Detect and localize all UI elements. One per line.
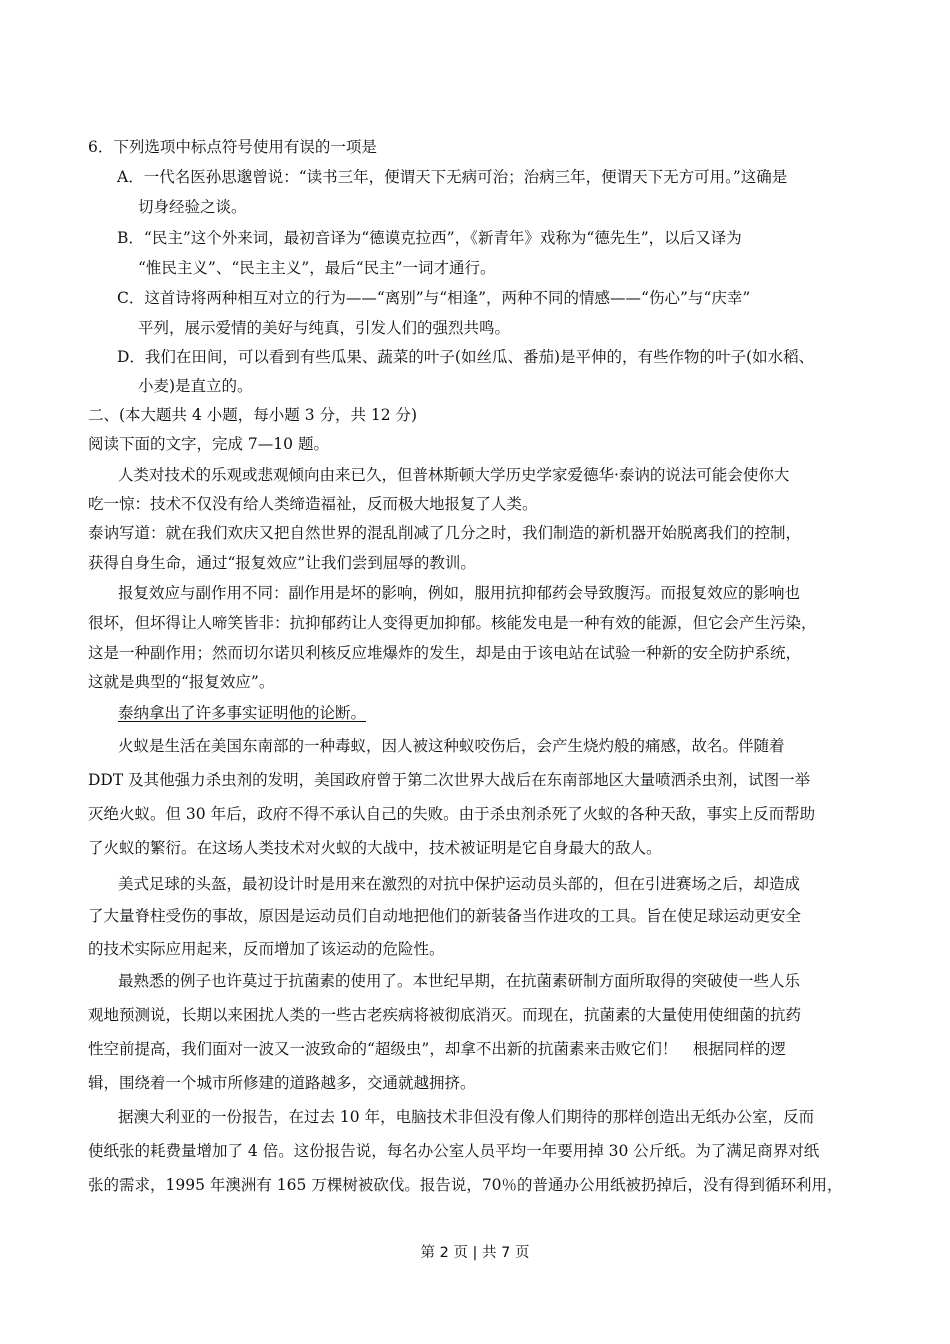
passage-p4-underlined-sentence: 泰纳拿出了许多事实证明他的论断。 (118, 704, 367, 722)
question-6-option-a-line2: 切身经验之谈。 (138, 198, 247, 216)
section-2-instruction: 阅读下面的文字，完成 7—10 题。 (88, 435, 329, 453)
passage-p5-line1: 火蚁是生活在美国东南部的一种毒蚁，因人被这种蚁咬伤后，会产生烧灼般的痛感，故名。伴随着 (118, 737, 785, 755)
question-6-option-a-line1: A．一代名医孙思邈曾说：“读书三年，便谓天下无病可治；治病三年，便谓天下无方可用。”这确是 (117, 168, 788, 186)
passage-p7-line1: 最熟悉的例子也许莫过于抗菌素的使用了。本世纪早期，在抗菌素研制方面所取得的突破使一些人乐 (118, 972, 801, 990)
passage-p5-line2: DDT 及其他强力杀虫剂的发明，美国政府曾于第二次世界大战后在东南部地区大量喷洒杀虫剂，试图一举 (88, 771, 811, 789)
passage-p3-line3: 这是一种副作用；然而切尔诺贝利核反应堆爆炸的发生，却是由于该电站在试验一种新的安全防护系统， (88, 644, 802, 662)
passage-p7-line2: 观地预测说，长期以来困扰人类的一些古老疾病将被彻底消灭。而现在，抗菌素的大量使用使细菌的抗药 (88, 1006, 802, 1024)
passage-p3-line1: 报复效应与副作用不同：副作用是坏的影响，例如，服用抗抑郁药会导致腹泻。而报复效应的影响也 (118, 584, 801, 602)
passage-p7-line3: 性空前提高，我们面对一波又一波致命的“超级虫”，却拿不出新的抗菌素来击败它们！ 根据同样的逻 (88, 1040, 786, 1058)
passage-p6-line3: 的技术实际应用起来，反而增加了该运动的危险性。 (88, 940, 445, 958)
passage-p3-line4: 这就是典型的“报复效应”。 (88, 673, 275, 691)
passage-p1-line1: 人类对技术的乐观或悲观倾向由来已久，但普林斯顿大学历史学家爱德华·泰讷的说法可能会使你大 (118, 466, 790, 484)
passage-p8-line3: 张的需求，1995 年澳洲有 165 万棵树被砍伐。报告说，70％的普通办公用纸被扔掉后，没有得到循环利用， (88, 1176, 843, 1194)
question-6-stem: 6．下列选项中标点符号使用有误的一项是 (88, 138, 377, 156)
passage-p1-line2: 吃一惊：技术不仅没有给人类缔造福祉，反而极大地报复了人类。 (88, 495, 538, 513)
passage-p7-line4: 辑，围绕着一个城市所修建的道路越多，交通就越拥挤。 (88, 1074, 476, 1092)
page-footer: 第 2 页 | 共 7 页 (420, 1245, 530, 1261)
passage-p5-line3: 灭绝火蚁。但 30 年后，政府不得不承认自己的失败。由于杀虫剂杀死了火蚁的各种天敌，事实上反而帮助 (88, 805, 816, 823)
section-2-heading: 二、(本大题共 4 小题，每小题 3 分，共 12 分) (88, 406, 418, 424)
passage-p8-line2: 使纸张的耗费量增加了 4 倍。这份报告说，每名办公室人员平均一年要用掉 30 公斤纸。为了满足商界对纸 (88, 1142, 820, 1160)
passage-p3-line2: 很坏，但坏得让人啼笑皆非：抗抑郁药让人变得更加抑郁。核能发电是一种有效的能源，但它会产生污染， (88, 614, 817, 632)
passage-p6-line2: 了大量脊柱受伤的事故，原因是运动员们自动地把他们的新装备当作进攻的工具。旨在使足球运动更安全 (88, 907, 802, 925)
question-6-option-b-line1: B．“民主”这个外来词，最初音译为“德谟克拉西”，《新青年》戏称为“德先生”，以后又译为 (117, 229, 742, 247)
passage-p2-line1: 泰讷写道：就在我们欢庆又把自然世界的混乱削减了几分之时，我们制造的新机器开始脱离我们的控制， (88, 524, 802, 542)
question-6-option-b-line2: “惟民主义”、“民主主义”，最后“民主”一词才通行。 (138, 259, 496, 277)
passage-p2-line2: 获得自身生命，通过“报复效应”让我们尝到屈辱的教训。 (88, 554, 476, 572)
passage-p6-line1: 美式足球的头盔，最初设计时是用来在激烈的对抗中保护运动员头部的，但在引进赛场之后，却造成 (118, 875, 801, 893)
question-6-option-d-line1: D．我们在田间，可以看到有些瓜果、蔬菜的叶子(如丝瓜、番茄)是平伸的，有些作物的叶子(如水稻、 (117, 348, 815, 366)
question-6-option-c-line1: C．这首诗将两种相互对立的行为——“离别”与“相逢”，两种不同的情感——“伤心”与“庆幸” (117, 289, 751, 307)
question-6-option-c-line2: 平列，展示爱情的美好与纯真，引发人们的强烈共鸣。 (138, 319, 511, 337)
passage-p8-line1: 据澳大利亚的一份报告，在过去 10 年，电脑技术非但没有像人们期待的那样创造出无纸办公室，反而 (118, 1108, 815, 1126)
question-6-option-d-line2: 小麦)是直立的。 (138, 377, 253, 395)
passage-p5-line4: 了火蚁的繁衍。在这场人类技术对火蚁的大战中，技术被证明是它自身最大的敌人。 (88, 839, 662, 857)
